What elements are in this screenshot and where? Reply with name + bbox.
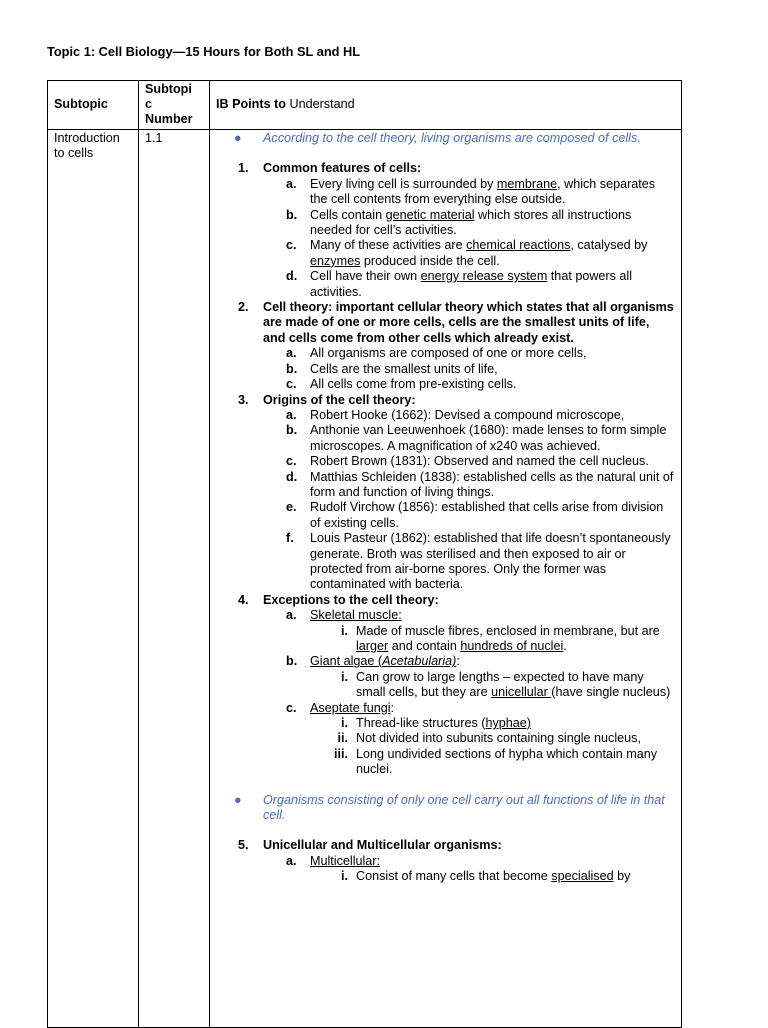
sub-list-item: i. Made of muscle fibres, enclosed in membrane, but are larger and contain hundreds of nuclei. (341, 623, 660, 653)
bullet-unicellular-functions: ● Organisms consisting of only one cell carry out all functions of life in that cell. (234, 792, 665, 823)
list-item: c. Aseptate fungi: (286, 700, 395, 715)
sub-list-item: ii. Not divided into subunits containing single nucleus, (337, 731, 641, 746)
item-cell-theory: 2. Cell theory: important cellular theory which states that all organisms are made of one or more cells, cells are the smallest units of life, and cells come from other cells which already exist. (238, 300, 674, 345)
bullet-cell-theory: ● According to the cell theory, living organisms are composed of cells. (234, 131, 641, 145)
list-item: b. Giant algae (Acetabularia): (286, 654, 460, 669)
points-cell (210, 130, 682, 1028)
list-item: a. Robert Hooke (1662): Devised a compound microscope, (286, 407, 625, 422)
list-item: d. Matthias Schleiden (1838): established cells as the natural unit of form and function of living things. (286, 469, 674, 499)
sub-list-item: i. Consist of many cells that become specialised by (341, 869, 631, 884)
list-item: f. Louis Pasteur (1862): established that life doesn’t spontaneously generate. Broth was sterilised and then exposed to air or protected from air-borne spores. Only the former was contaminated with bacteria. (286, 531, 671, 592)
sub-list-item: i. Thread-like structures (hyphae) (341, 716, 531, 731)
list-item: a. All organisms are composed of one or more cells, (286, 346, 587, 361)
list-item: b. Cells contain genetic material which stores all instructions needed for cell’s activities. (286, 207, 632, 238)
item-origins: 3. Origins of the cell theory: (238, 392, 416, 407)
header-subtopic-number: Subtopi c Number (139, 81, 210, 130)
header-subtopic: Subtopic (48, 81, 139, 130)
topic-table (47, 80, 682, 1028)
header-ib-points: IB Points to Understand (210, 81, 682, 130)
subtopic-cell: Introduction to cells (48, 130, 139, 1028)
list-item: e. Rudolf Virchow (1856): established that cells arise from division of existing cells. (286, 500, 664, 530)
list-item: c. Many of these activities are chemical reactions, catalysed by enzymes produced inside the cell. (286, 238, 648, 268)
list-item: d. Cell have their own energy release system that powers all activities. (286, 269, 633, 299)
item-common-features: 1. Common features of cells: (238, 161, 422, 176)
bullet-dot-icon: ● (234, 131, 242, 145)
list-item: b. Anthonie van Leeuwenhoek (1680): made lenses to form simple microscopes. A magnification of x240 was achieved. (286, 423, 667, 453)
list-item: a. Skeletal muscle: (286, 608, 402, 623)
table-header-row (48, 81, 682, 130)
document-title: Topic 1: Cell Biology—15 Hours for Both SL and HL (47, 44, 361, 59)
sub-list-item: i. Can grow to large lengths – expected to have many small cells, but they are unicellular (have single nucleus) (341, 669, 671, 700)
list-item: a. Multicellular: (286, 853, 380, 868)
table-row (48, 130, 682, 1028)
list-item: a. Every living cell is surrounded by membrane, which separates the cell contents from everything else outside. (286, 176, 656, 207)
item-unicellular-multicellular: 5. Unicellular and Multicellular organisms: (238, 838, 502, 853)
list-item: c. Robert Brown (1831): Observed and named the cell nucleus. (286, 454, 649, 469)
list-item: c. All cells come from pre-existing cells. (286, 377, 517, 392)
item-exceptions: 4. Exceptions to the cell theory: (238, 592, 439, 607)
bullet-dot-icon: ● (234, 792, 242, 807)
subtopic-number-cell: 1.1 (139, 130, 210, 1028)
sub-list-item: iii. Long undivided sections of hypha which contain many nuclei. (334, 746, 658, 777)
list-item: b. Cells are the smallest units of life, (286, 361, 498, 376)
